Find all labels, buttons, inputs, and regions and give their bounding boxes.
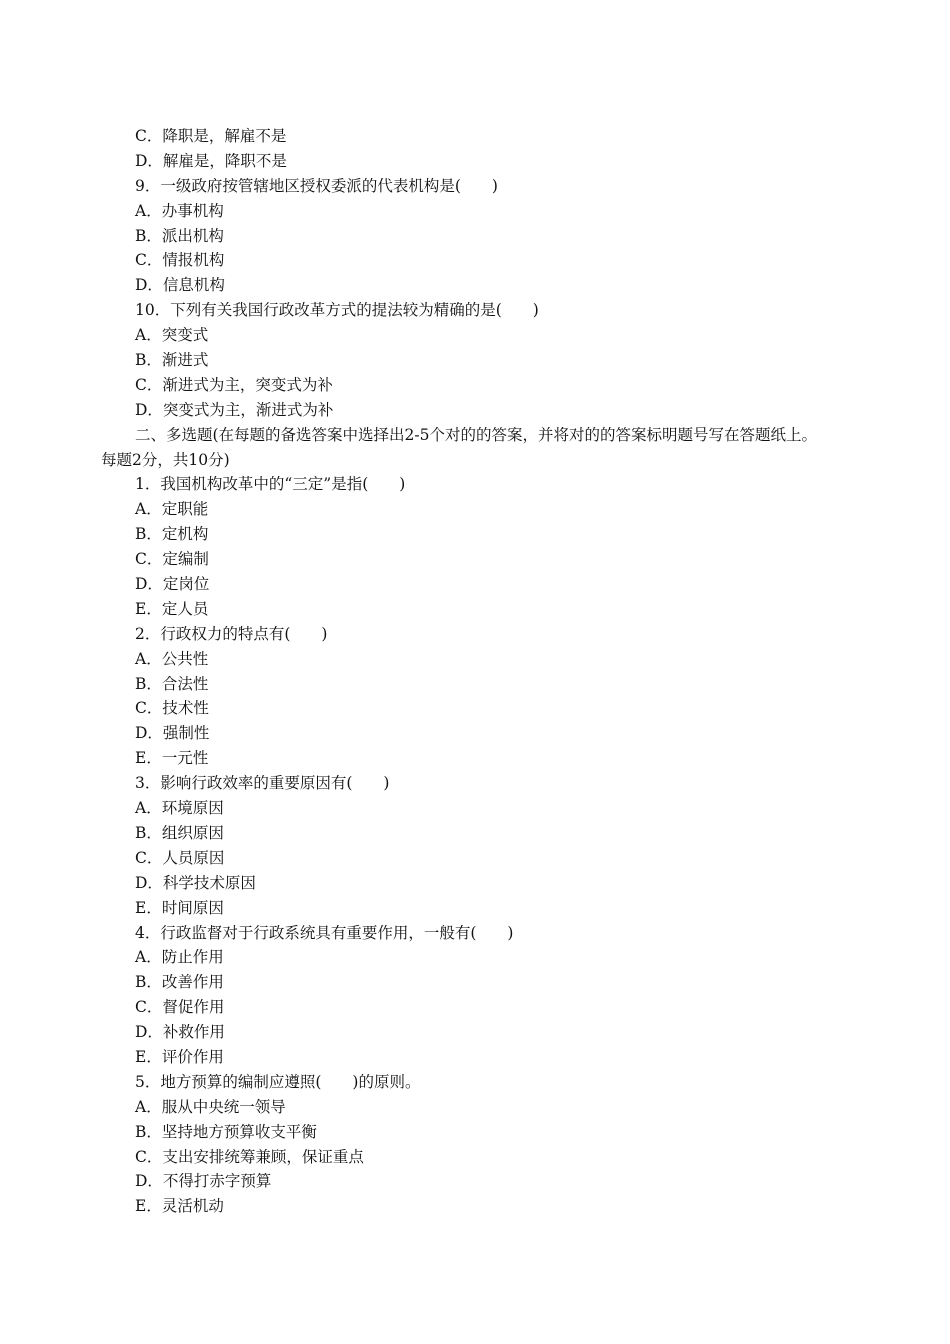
text-line: A．突变式 bbox=[135, 326, 209, 345]
text-line: 3．影响行政效率的重要原因有( ) bbox=[135, 774, 390, 793]
text-line: E．灵活机动 bbox=[135, 1197, 224, 1216]
text-line: 5．地方预算的编制应遵照( )的原则。 bbox=[135, 1072, 421, 1091]
text-line: C．情报机构 bbox=[135, 251, 225, 270]
text-line: C．定编制 bbox=[135, 550, 209, 569]
text-line: 二、多选题(在每题的备选答案中选择出2-5个对的的答案，并将对的的答案标明题号写在答题纸上。 bbox=[135, 425, 818, 444]
text-line: D．信息机构 bbox=[135, 276, 225, 295]
text-line: B．定机构 bbox=[135, 525, 209, 544]
text-line: E．评价作用 bbox=[135, 1047, 224, 1066]
text-line: 1．我国机构改革中的“三定”是指( ) bbox=[135, 475, 406, 494]
text-line: D．强制性 bbox=[135, 724, 210, 743]
text-line: A．服从中央统一领导 bbox=[135, 1097, 286, 1116]
text-line: B．派出机构 bbox=[135, 226, 224, 245]
text-line: 2．行政权力的特点有( ) bbox=[135, 624, 328, 643]
text-line: B．改善作用 bbox=[135, 973, 224, 992]
text-line: D．不得打赤字预算 bbox=[135, 1172, 272, 1191]
text-line: A．办事机构 bbox=[135, 201, 224, 220]
text-line: B．组织原因 bbox=[135, 823, 224, 842]
text-line: B．渐进式 bbox=[135, 351, 209, 370]
text-line: 10．下列有关我国行政改革方式的提法较为精确的是( ) bbox=[135, 301, 539, 320]
text-line: 每题2分，共10分) bbox=[101, 450, 230, 469]
text-line: D．科学技术原因 bbox=[135, 873, 256, 892]
text-line: B．坚持地方预算收支平衡 bbox=[135, 1122, 317, 1141]
text-line: A．公共性 bbox=[135, 649, 209, 668]
text-line: B．合法性 bbox=[135, 674, 209, 693]
text-line: D．突变式为主，渐进式为补 bbox=[135, 400, 334, 419]
text-line: D．解雇是，降职不是 bbox=[135, 151, 287, 170]
text-line: A．防止作用 bbox=[135, 948, 224, 967]
text-line: 4．行政监督对于行政系统具有重要作用，一般有( ) bbox=[135, 923, 514, 942]
text-line: C．降职是，解雇不是 bbox=[135, 127, 287, 145]
text-line: E．时间原因 bbox=[135, 898, 224, 917]
text-line: E．定人员 bbox=[135, 599, 209, 618]
text-line: A．环境原因 bbox=[135, 799, 224, 818]
text-line: C．人员原因 bbox=[135, 848, 225, 867]
text-line: C．督促作用 bbox=[135, 998, 225, 1017]
text-line: A．定职能 bbox=[135, 500, 209, 519]
text-line: C．技术性 bbox=[135, 699, 209, 718]
text-line: E．一元性 bbox=[135, 749, 209, 768]
text-line: C．渐进式为主，突变式为补 bbox=[135, 375, 333, 394]
text-line: 9．一级政府按管辖地区授权委派的代表机构是( ) bbox=[135, 176, 498, 195]
text-line: C．支出安排统筹兼顾，保证重点 bbox=[135, 1147, 364, 1166]
document-body bbox=[101, 124, 891, 1219]
text-line: D．补救作用 bbox=[135, 1023, 225, 1042]
text-line: D．定岗位 bbox=[135, 575, 210, 594]
